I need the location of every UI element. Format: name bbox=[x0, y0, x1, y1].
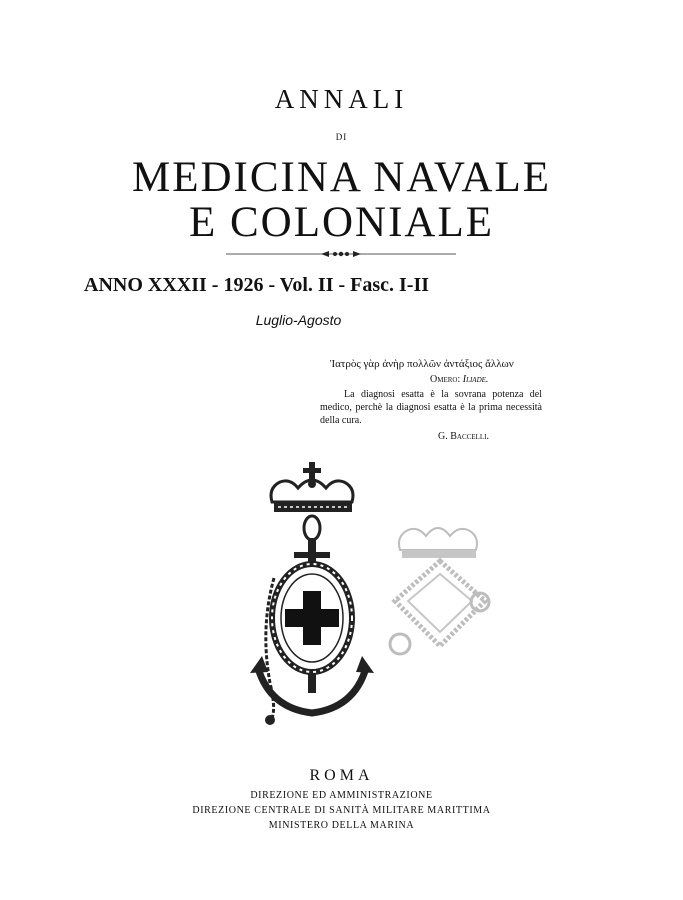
journal-title-line1: MEDICINA NAVALE bbox=[131, 154, 551, 201]
imprint-line2: DIREZIONE CENTRALE DI SANITÀ MILITARE MARITTIMA bbox=[192, 805, 491, 816]
issue-months bbox=[0, 312, 683, 328]
journal-title-line2: E COLONIALE bbox=[188, 199, 495, 246]
epigraph-greek-source: Omero: Iliade. bbox=[430, 374, 489, 385]
epigraph-text: La diagnosi esatta è la sovrana potenza del medico, perchè la diagnosi esatta è la prima necessità della cura. bbox=[320, 389, 542, 426]
imprint-line1: DIREZIONE ED AMMINISTRAZIONE bbox=[250, 790, 433, 801]
ornamental-divider bbox=[226, 248, 456, 260]
imprint-line3: MINISTERO DELLA MARINA bbox=[268, 820, 415, 831]
epigraph-greek: Ἰατρὸς γὰρ ἀνὴρ πολλῶν ἀντάξιος ἄλλων bbox=[330, 358, 514, 370]
epigraph-author: G. Baccelli. bbox=[438, 431, 489, 442]
imprint-city: ROMA bbox=[309, 767, 374, 784]
epigraph-source-work: Iliade. bbox=[462, 374, 489, 385]
issue-months-text: Luglio-Agosto bbox=[255, 312, 342, 328]
naval-medical-emblem-icon bbox=[250, 458, 380, 728]
faint-stamp-icon bbox=[380, 516, 500, 666]
journal-di: DI bbox=[335, 132, 348, 142]
issue-line: ANNO XXXII - 1926 - Vol. II - Fasc. I-II bbox=[84, 274, 430, 296]
journal-annali: ANNALI bbox=[274, 84, 409, 114]
